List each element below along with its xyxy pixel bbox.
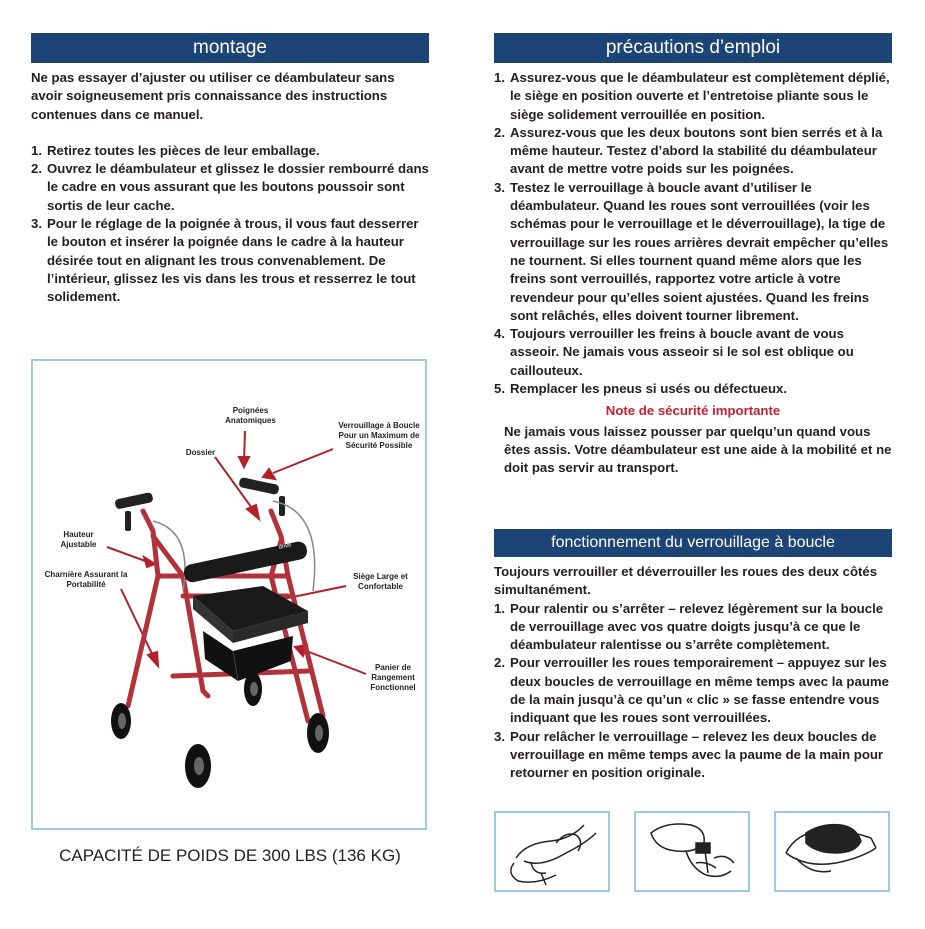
montage-intro: Ne pas essayer d’ajuster ou utiliser ce déambulateur sans avoir soigneusement pris connaissance des instructions contenues dans ce manuel.	[31, 70, 395, 122]
step-number: 3.	[494, 728, 505, 744]
walker-diagram	[31, 359, 427, 830]
brake-release-illustration	[774, 811, 890, 892]
label-dossier: Dossier	[185, 448, 216, 457]
step-text: Ouvrez le déambulateur et glissez le dossier rembourré dans le cadre en vous assurant que les boutons poussoir sont sortis de leur cache.	[47, 161, 429, 213]
brand-logo: drive	[278, 542, 293, 551]
label-verrouillage: Verrouillage à Boucle Pour un Maximum de Sécurité Possible	[338, 421, 420, 450]
brakes-header: fonctionnement du verrouillage à boucle	[494, 529, 892, 557]
step-text: Pour verrouiller les roues temporairement – appuyez sur les deux boucles de verrouillage en même temps avec la paume de la main jusqu’à ce qu’un « clic » se fasse entendre vous indiquant que les roues sont verrouillées.	[510, 655, 889, 726]
list-item	[494, 654, 892, 727]
list-item	[494, 179, 892, 325]
step-number: 1.	[494, 600, 505, 616]
step-text: Toujours verrouiller les freins à boucle avant de vous asseoir. Ne jamais vous asseoir si le sol est oblique ou caillouteux.	[510, 326, 854, 378]
label-hauteur: Hauteur Ajustable	[60, 530, 97, 549]
step-number: 1.	[494, 70, 505, 85]
list-item	[494, 69, 892, 124]
step-text: Assurez-vous que le déambulateur est complètement déplié, le siège en position ouverte et l’entretoise pliante sous le siège solidement verrouillée en position.	[510, 70, 890, 122]
weight-capacity: CAPACITÉ DE POIDS DE 300 LBS (136 KG)	[59, 846, 401, 865]
list-item	[31, 160, 429, 215]
step-number: 2.	[494, 655, 505, 671]
handles	[114, 477, 285, 531]
brake-lock-illustration	[634, 811, 750, 892]
precautions-section	[494, 69, 892, 478]
brake-slow-illustration	[494, 811, 610, 892]
safety-note-title: Note de sécurité importante	[605, 403, 781, 419]
list-item	[494, 380, 892, 398]
list-item	[31, 215, 429, 306]
step-number: 3.	[31, 216, 42, 232]
wheels	[111, 672, 329, 788]
brakes-intro: Toujours verrouiller et déverrouiller les roues des deux côtés simultanément.	[494, 564, 878, 598]
list-item	[31, 142, 429, 160]
step-text: Retirez toutes les pièces de leur emballage.	[47, 142, 320, 158]
step-text: Pour ralentir ou s’arrêter – relevez légèrement sur la boucle de verrouillage avec vos quatre doigts jusqu’à ce que le déambulateur ralentisse ou s’arrête complètement.	[510, 600, 884, 653]
list-item	[494, 124, 892, 179]
precautions-steps	[494, 69, 892, 398]
list-item	[494, 325, 892, 380]
step-number: 2.	[494, 124, 505, 140]
brakes-section	[494, 563, 892, 783]
precautions-header: précautions d’emploi	[494, 33, 892, 63]
label-panier: Panier de Rangement Fonctionnel	[370, 663, 416, 692]
step-number: 2.	[31, 161, 42, 177]
label-charniere: Charnière Assurant la Portabilité	[44, 570, 128, 589]
step-number: 5.	[494, 381, 505, 397]
safety-note-text: Ne jamais vous laissez pousser par quelqu’un quand vous êtes assis. Votre déambulateur est une aide à la mobilité et ne doit pas servir au transport.	[504, 423, 892, 476]
step-text: Pour relâcher le verrouillage – relevez les deux boucles de verrouillage en même temps avec la paume de la main pour retourner en position originale.	[510, 728, 884, 781]
label-siege: Siège Large et Confortable	[353, 572, 408, 591]
step-number: 4.	[494, 326, 505, 342]
step-text: Pour le réglage de la poignée à trous, il vous faut desserrer le bouton et insérer la poignée dans le cadre à la hauteur désirée tout en alignant les trous convenablement. De l’intérieur, glissez les vis dans les trous et resserrez le tout solidement.	[47, 216, 419, 305]
label-poignees: Poignées Anatomiques	[225, 406, 276, 425]
list-item	[494, 728, 892, 783]
step-text: Remplacer les pneus si usés ou défectueux.	[510, 381, 788, 397]
step-text: Assurez-vous que les deux boutons sont bien serrés et à la même hauteur. Testez d’abord la stabilité du déambulateur avant de mettre votre poids sur les poignées.	[510, 124, 883, 177]
montage-section	[31, 69, 429, 307]
brakes-steps	[494, 600, 892, 783]
step-number: 1.	[31, 142, 42, 158]
step-number: 3.	[494, 179, 505, 195]
step-text: Testez le verrouillage à boucle avant d’utiliser le déambulateur. Quand les roues sont verrouillées (voir les schémas pour le verrouillage et le déverrouillage), la tige de verrouillage sur les roues arrières devrait empêcher qu’elles ne tournent. Si elles tournent quand même alors que les freins sont verrouillés, rapportez votre article à votre revendeur pour qu’elles soient ajustées. Quand les freins sont relâchés, elles doivent tourner librement.	[510, 179, 889, 323]
montage-steps	[31, 142, 429, 307]
list-item	[494, 600, 892, 655]
montage-header: montage	[31, 33, 429, 63]
